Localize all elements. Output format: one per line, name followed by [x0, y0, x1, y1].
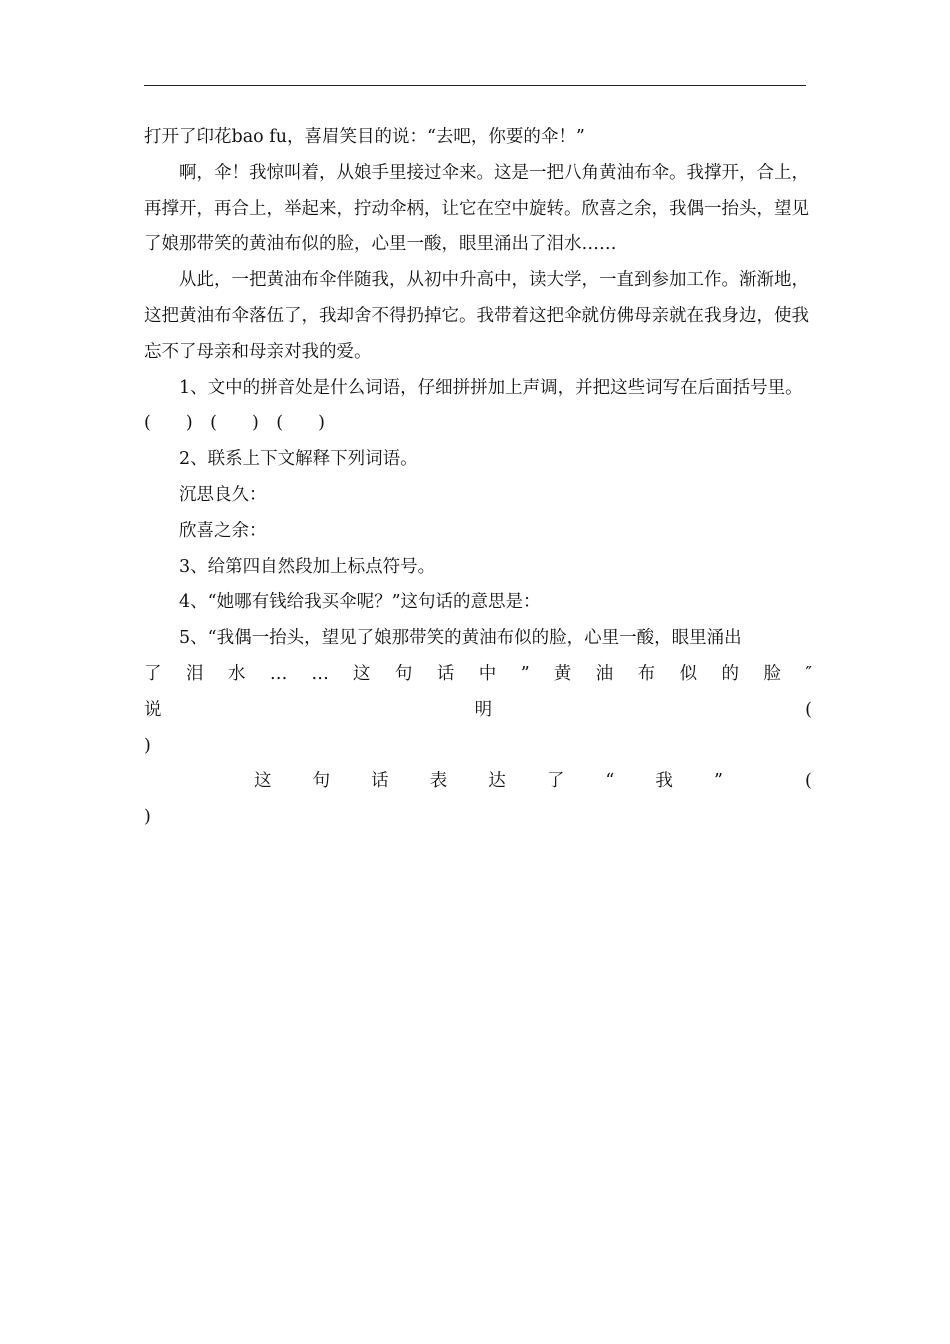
paragraph-1: 打开了印花bao fu，喜眉笑目的说：“去吧，你要的伞！”: [144, 127, 585, 147]
q5-word: 达: [488, 771, 506, 792]
q5-word: “: [605, 771, 615, 792]
q5-word: 表: [429, 771, 448, 792]
question-4: 4、“她哪有钱给我买伞呢？”这句话的意思是：: [179, 592, 541, 613]
question-2-term-1: 沉思良久：: [179, 484, 267, 505]
q5-word: 句: [312, 771, 331, 792]
question-2-term-2: 欣喜之余：: [179, 520, 267, 541]
q5-word: 了: [546, 771, 565, 792]
question-5-line-4: [144, 764, 812, 800]
document-body: [144, 120, 812, 836]
q5-word: ”: [713, 771, 723, 792]
question-5-line-2: 了 泪 水 … … 这 句 话 中 ” 黄 油 布 似 的 脸 ″ 说 明 (: [144, 663, 812, 720]
question-3: 3、给第四自然段加上标点符号。: [179, 556, 436, 577]
q5-word: 这: [254, 771, 272, 792]
paragraph-2: 啊，伞！我惊叫着，从娘手里接过伞来。这是一把八角黄油布伞。我撑开，合上，再撑开，再合上，举起来，拧动伞柄，让它在空中旋转。欣喜之余，我偶一抬头，望见了娘那带笑的黄油布似的脸，心里一酸，眼里涌出了泪水……: [144, 162, 809, 255]
question-5-line-5: ): [144, 807, 151, 828]
q5-word: 话: [371, 771, 389, 792]
question-5-line-3: ): [144, 735, 151, 756]
question-1: 1、文中的拼音处是什么词语，仔细拼拼加上声调，并把这些词写在后面括号里。( ) ( ) ( ): [144, 377, 803, 434]
q5-word: (: [805, 771, 812, 792]
q5-word: 我: [655, 771, 673, 792]
paragraph-3: 从此，一把黄油布伞伴随我，从初中升高中，读大学，一直到参加工作。渐渐地，这把黄油布伞落伍了，我却舍不得扔掉它。我带着这把伞就仿佛母亲就在我身边，使我忘不了母亲和母亲对我的爱。: [144, 270, 809, 362]
question-2: 2、联系上下文解释下列词语。: [179, 449, 418, 470]
question-5-line-1: 5、“我偶一抬头，望见了娘那带笑的黄油布似的脸，心里一酸，眼里涌出: [179, 628, 742, 649]
header-rule: [144, 85, 806, 86]
